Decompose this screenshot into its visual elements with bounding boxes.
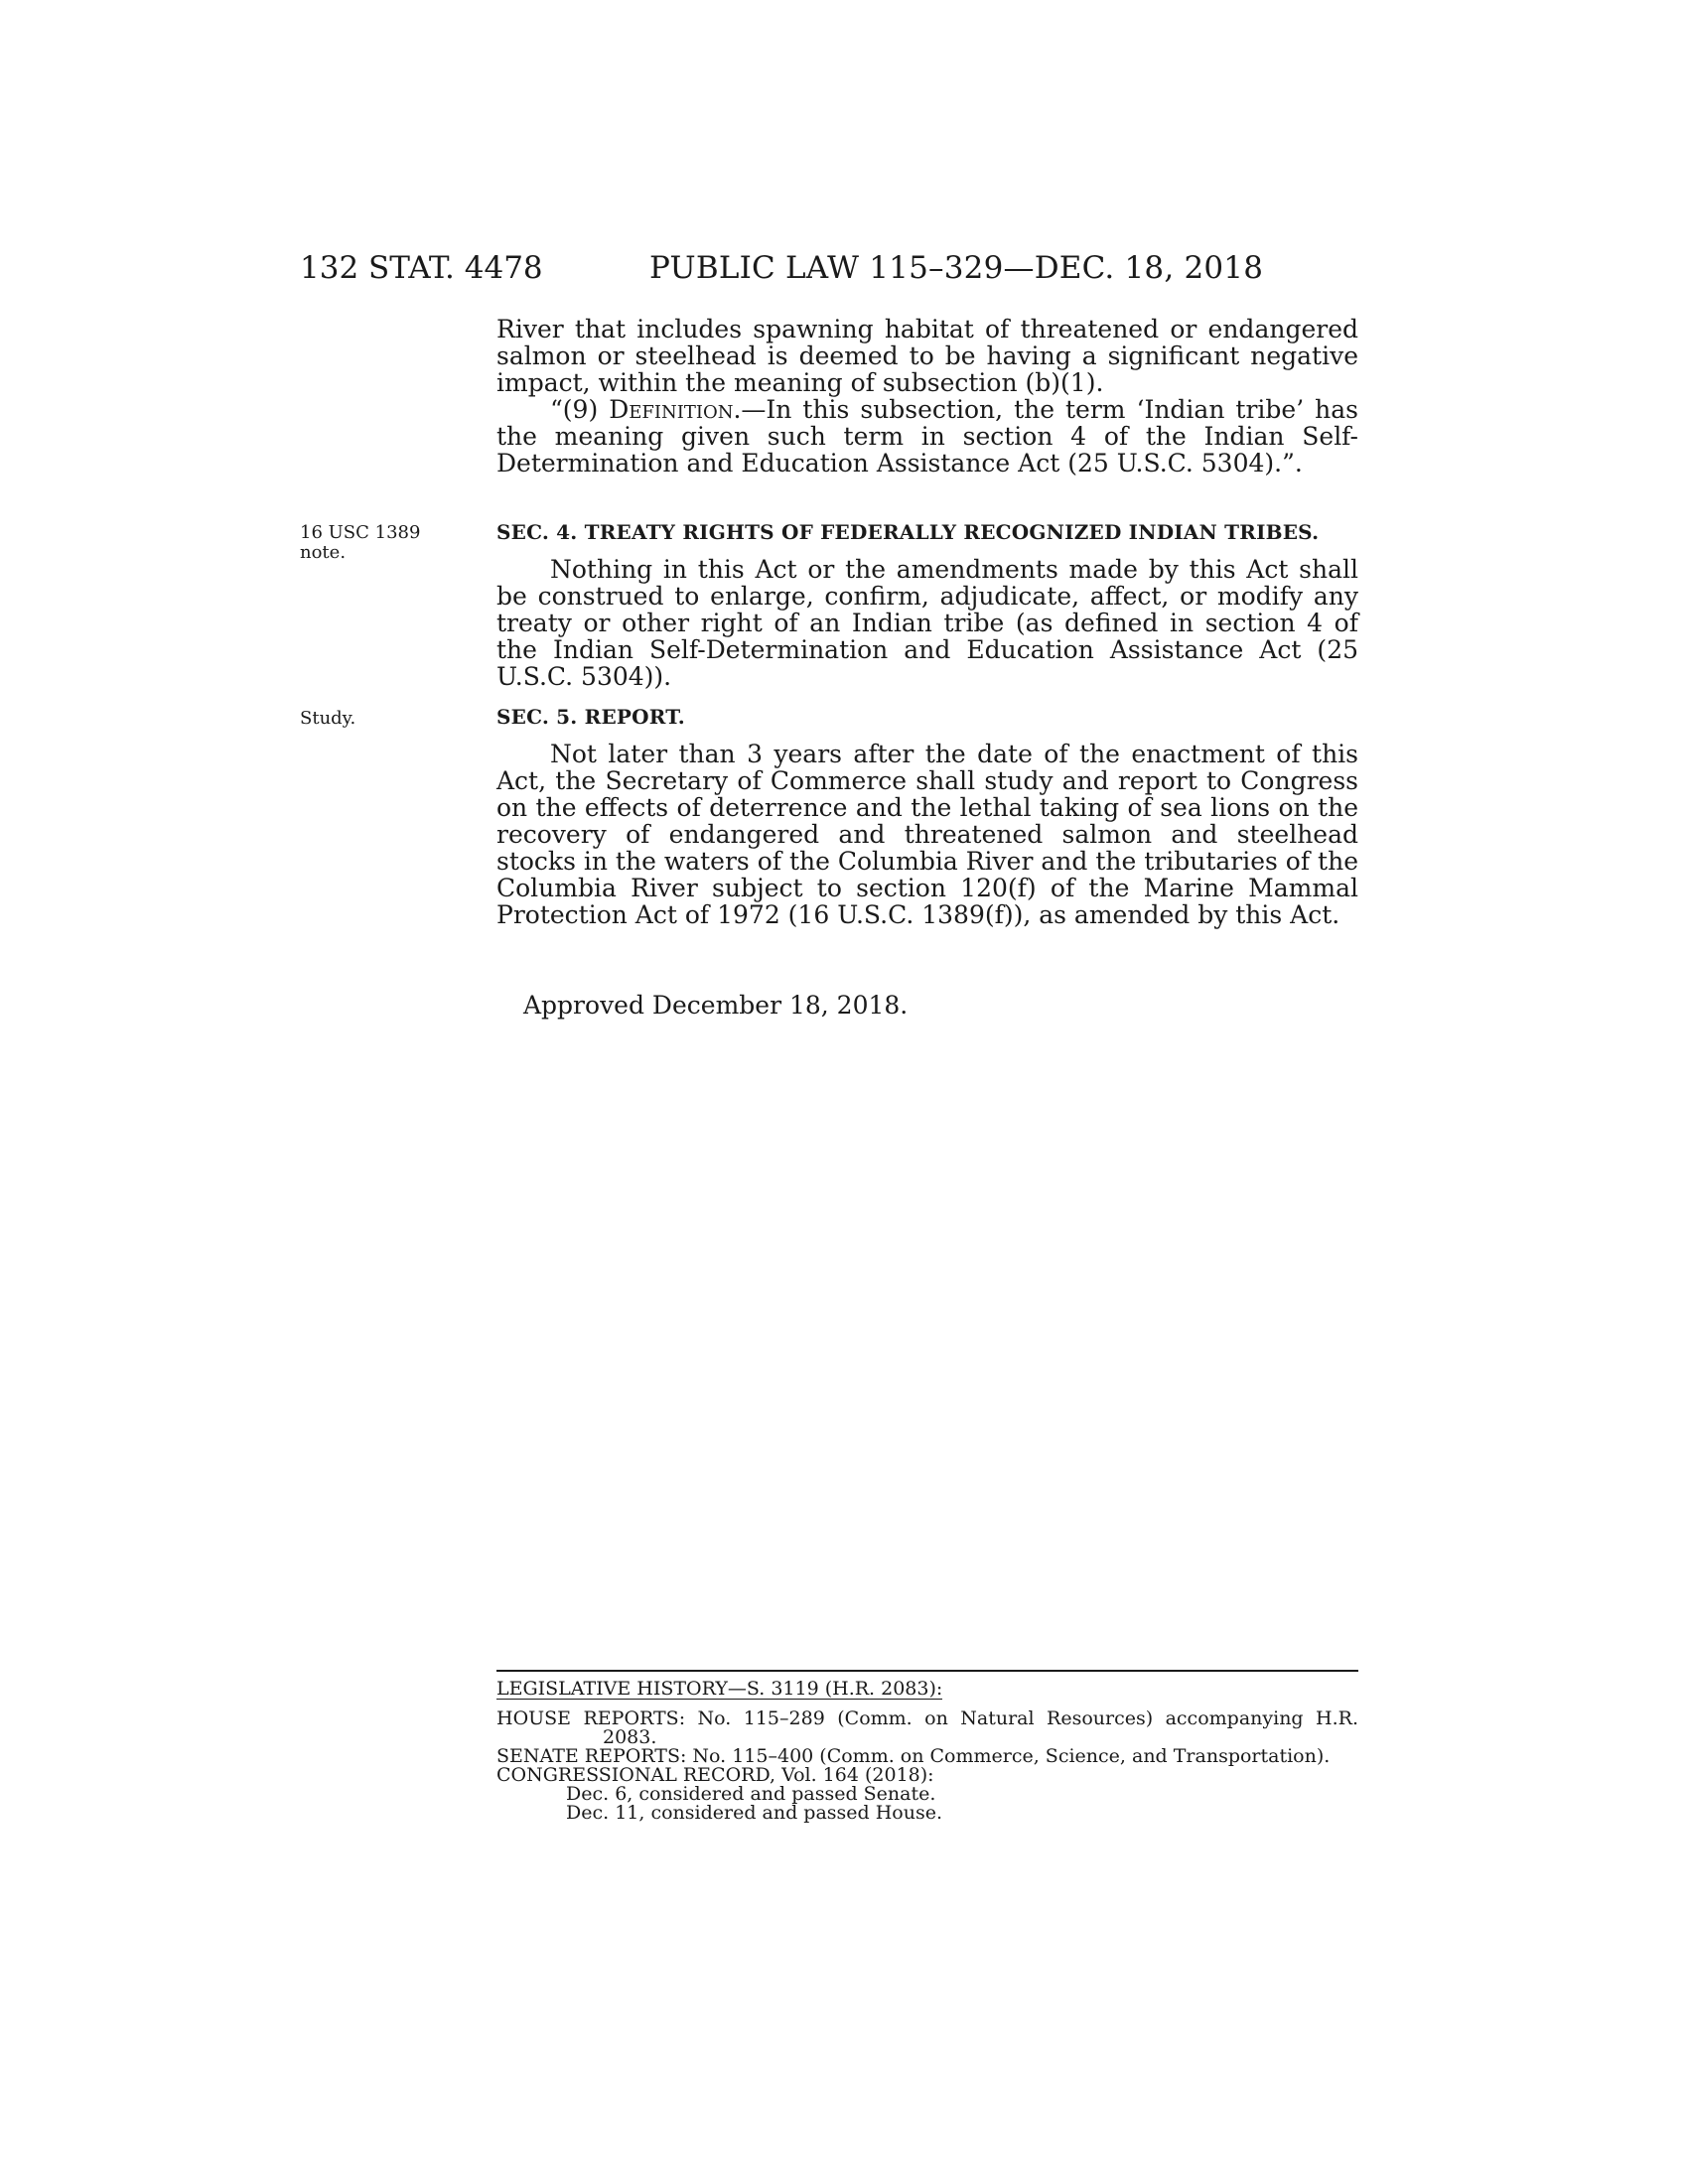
statute-citation: 132 STAT. 4478 xyxy=(300,250,543,286)
section-5-text: Not later than 3 years after the date of the enactment of this Act, the Secretary of Commerce shall study and report to Congress on the effects of deterrence and the lethal taking of sea lions on the recovery of endangered and threatened salmon and steelhead stocks in the waters of the Columbia River and the tributaries of the Columbia River subject to section 120(f) of the Marine Mammal Protection Act of 1972 (16 U.S.C. 1389(f)), as amended by this Act. xyxy=(496,740,1358,929)
approval-date: Approved December 18, 2018. xyxy=(523,991,909,1020)
record-action: Dec. 6, considered and passed Senate. xyxy=(566,1783,936,1805)
definition-number: “(9) xyxy=(550,395,610,424)
section-5-heading: SEC. 5. REPORT. xyxy=(496,705,685,729)
section-4-text: Nothing in this Act or the amendments made by this Act shall be construed to enlarge, confirm, adjudicate, affect, or modify any treaty or other right of an Indian tribe (as defined in section 4 of the Indian Self-Determination and Education Assistance Act (25 U.S.C. 5304)). xyxy=(496,555,1358,691)
margin-note-usc-line2: note. xyxy=(300,542,347,563)
senate-reports: SENATE REPORTS: No. 115–400 (Comm. on Commerce, Science, and Transportation). xyxy=(496,1745,1331,1767)
margin-note-study: Study. xyxy=(300,708,356,729)
legislative-history-title: LEGISLATIVE HISTORY—S. 3119 (H.R. 2083): xyxy=(496,1678,943,1700)
house-reports: HOUSE REPORTS: No. 115–289 (Comm. on Natural Resources) accompanying H.R. 2083. xyxy=(496,1707,1358,1748)
page-header xyxy=(300,248,1366,288)
continuation-paragraph: River that includes spawning habitat of threatened or endangered salmon or steelhead is deemed to be having a significant negative impact, within the meaning of subsection (b)(1). xyxy=(496,315,1358,397)
definition-text: .—In this subsection, the term ‘Indian tribe’ has the meaning given such term in section 4 of the Indian Self-Determination and Education Assistance Act (25 U.S.C. 5304).”. xyxy=(496,395,1359,478)
congressional-record: CONGRESSIONAL RECORD, Vol. 164 (2018): xyxy=(496,1764,934,1786)
definition-label: Definition xyxy=(609,395,734,424)
legislative-history xyxy=(496,1670,1358,1823)
public-law-title: PUBLIC LAW 115–329—DEC. 18, 2018 xyxy=(649,250,1264,286)
section-4-heading: SEC. 4. TREATY RIGHTS OF FEDERALLY RECOGNIZED INDIAN TRIBES. xyxy=(496,520,1320,544)
margin-note-usc-line1: 16 USC 1389 xyxy=(300,522,421,543)
definition-paragraph xyxy=(496,396,1358,477)
record-action: Dec. 11, considered and passed House. xyxy=(566,1802,943,1824)
margin-note-usc xyxy=(300,523,469,563)
